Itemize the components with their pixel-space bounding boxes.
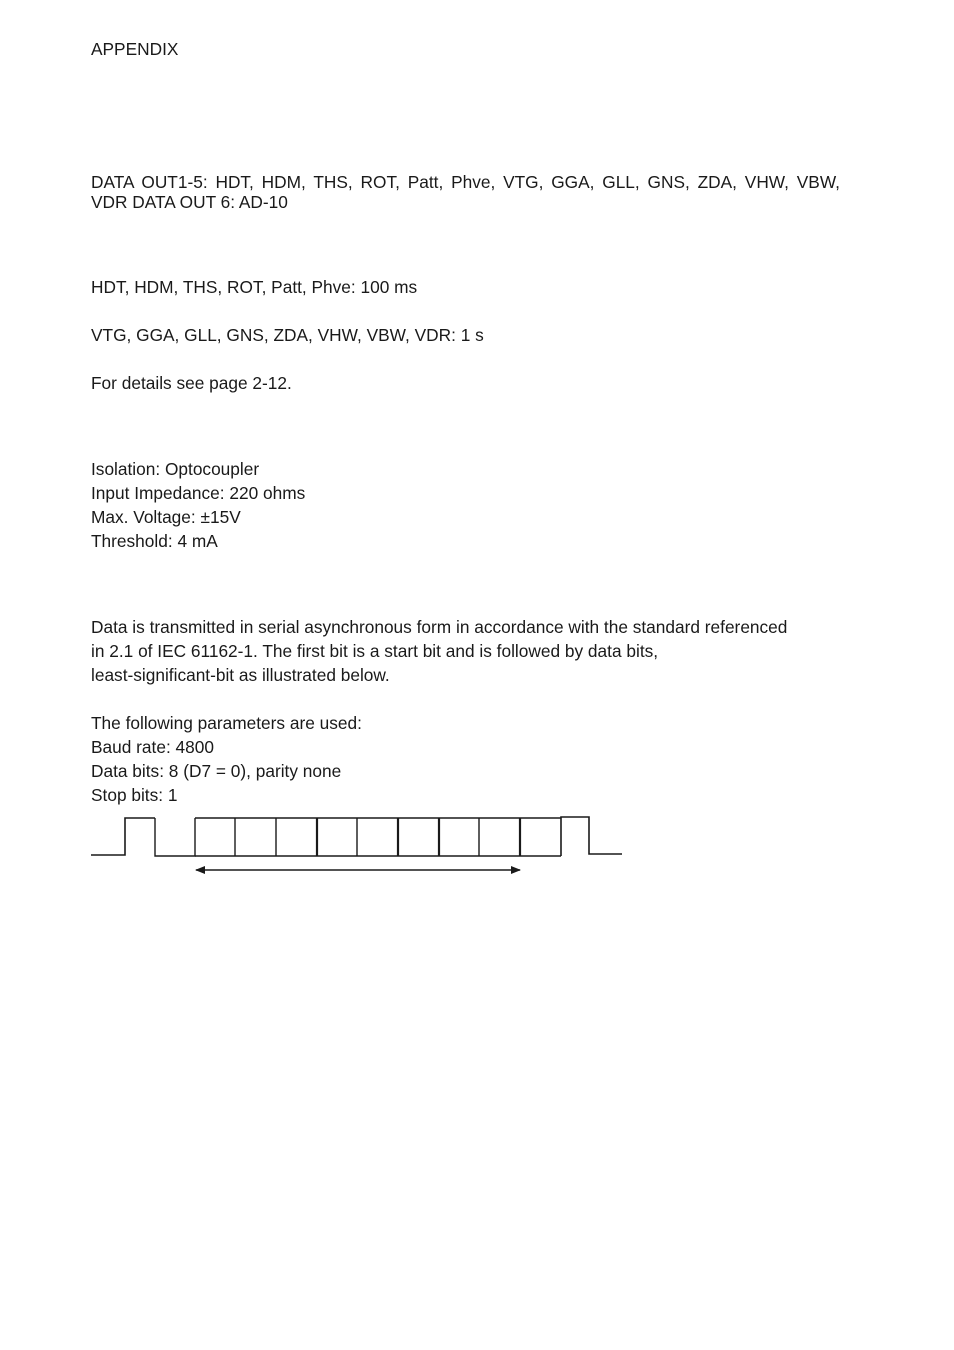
stop-bits: Stop bits: 1 — [91, 785, 178, 805]
start-bit-cell — [155, 818, 195, 856]
details-reference: For details see page 2-12. — [91, 373, 292, 393]
interval-slow: VTG, GGA, GLL, GNS, ZDA, VHW, VBW, VDR: 1 s — [91, 325, 484, 345]
stop-bit-cell — [561, 817, 622, 856]
data-bits: Data bits: 8 (D7 = 0), parity none — [91, 761, 342, 781]
data-out-line-2: VDR DATA OUT 6: AD-10 — [91, 192, 288, 212]
transmission-line-2: in 2.1 of IEC 61162-1. The first bit is a start bit and is followed by data bits, — [91, 641, 659, 661]
parameters-intro: The following parameters are used: — [91, 713, 362, 733]
impedance-spec: Input Impedance: 220 ohms — [91, 483, 306, 503]
interval-fast: HDT, HDM, THS, ROT, Patt, Phve: 100 ms — [91, 277, 418, 297]
threshold-spec: Threshold: 4 mA — [91, 531, 218, 551]
baud-rate: Baud rate: 4800 — [91, 737, 214, 757]
data-out-line-1: DATA OUT1-5: HDT, HDM, THS, ROT, Patt, Phve, VTG, GGA, GLL, GNS, ZDA, VHW, VBW, — [91, 172, 840, 192]
page-header: APPENDIX — [91, 39, 179, 59]
idle-line-start — [91, 818, 155, 855]
transmission-line-3: least-significant-bit as illustrated below. — [91, 665, 390, 685]
voltage-spec: Max. Voltage: ±15V — [91, 507, 241, 527]
isolation-spec: Isolation: Optocoupler — [91, 459, 260, 479]
transmission-line-1: Data is transmitted in serial asynchronous form in accordance with the standard referenced — [91, 617, 788, 637]
